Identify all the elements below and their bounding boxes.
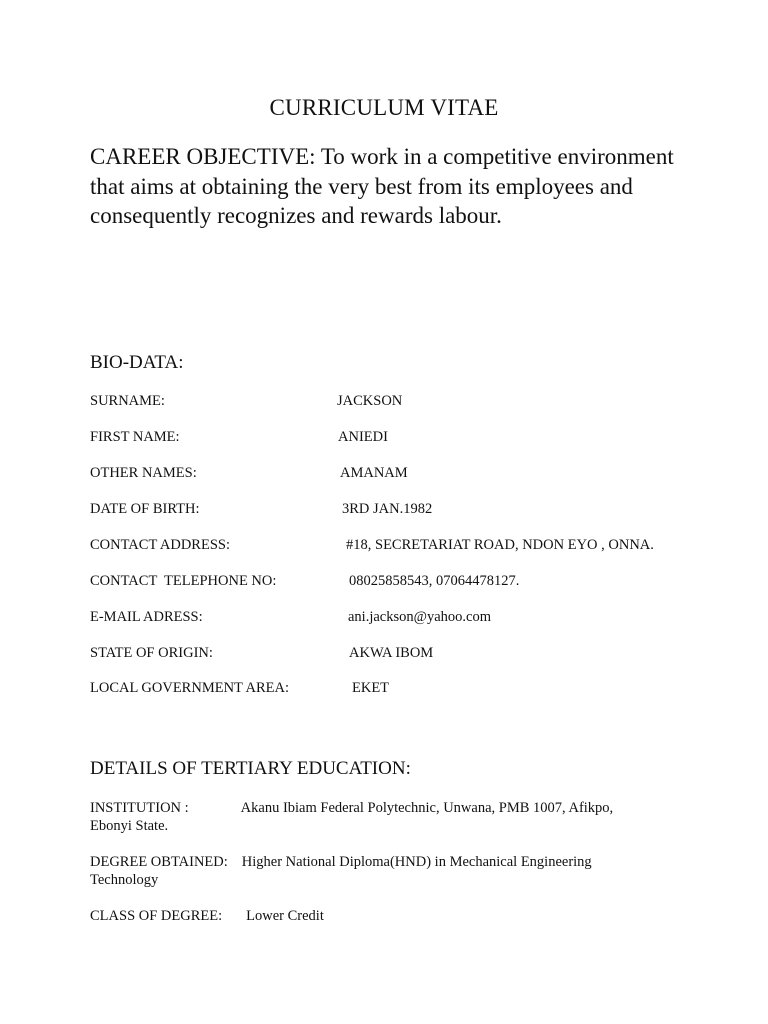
- bio-field-contact-address: [90, 536, 710, 554]
- education-value: Lower Credit: [246, 908, 324, 924]
- education-class: [90, 907, 650, 925]
- education-value: Akanu Ibiam Federal Polytechnic, Unwana, PMB 1007, Afikpo, Ebonyi State.: [90, 800, 614, 834]
- field-value: ANIEDI: [338, 429, 388, 445]
- field-label: LOCAL GOVERNMENT AREA:: [90, 680, 289, 696]
- education-institution: [90, 799, 650, 835]
- bio-data-heading: BIO-DATA:: [90, 352, 184, 373]
- field-label: SURNAME:: [90, 393, 165, 409]
- field-label: E-MAIL ADRESS:: [90, 609, 203, 625]
- bio-field-other-names: [90, 464, 710, 482]
- field-value: 08025858543, 07064478127.: [349, 573, 520, 589]
- field-value: ani.jackson@yahoo.com: [348, 609, 492, 625]
- document-title: CURRICULUM VITAE: [269, 95, 499, 120]
- bio-field-first-name: [90, 428, 710, 446]
- field-value: AKWA IBOM: [349, 645, 434, 661]
- education-value: Higher National Diploma(HND) in Mechanical Engineering Technology: [90, 854, 592, 888]
- field-label: OTHER NAMES:: [90, 465, 197, 481]
- bio-field-lga: [90, 679, 710, 697]
- bio-field-email: [90, 608, 710, 626]
- bio-field-state-of-origin: [90, 644, 710, 662]
- bio-field-date-of-birth: [90, 500, 710, 518]
- bio-field-surname: [90, 392, 710, 410]
- field-value: 3RD JAN.1982: [342, 501, 433, 517]
- field-label: DATE OF BIRTH:: [90, 501, 200, 517]
- education-degree: [90, 853, 650, 889]
- field-label: STATE OF ORIGIN:: [90, 645, 213, 661]
- education-label: CLASS OF DEGREE:: [90, 908, 223, 924]
- career-objective: CAREER OBJECTIVE: To work in a competitive environment that aims at obtaining the very best from its employees and consequently recognizes and rewards labour.: [90, 144, 674, 228]
- education-label: INSTITUTION :: [90, 800, 189, 816]
- bio-field-telephone: [90, 572, 710, 590]
- education-heading: DETAILS OF TERTIARY EDUCATION:: [90, 758, 411, 779]
- field-value: #18, SECRETARIAT ROAD, NDON EYO , ONNA.: [346, 537, 654, 553]
- field-label: CONTACT ADDRESS:: [90, 537, 230, 553]
- education-label: DEGREE OBTAINED:: [90, 854, 228, 870]
- field-value: EKET: [352, 680, 390, 696]
- field-value: JACKSON: [337, 393, 403, 409]
- field-label: FIRST NAME:: [90, 429, 180, 445]
- field-value: AMANAM: [340, 465, 408, 481]
- field-label: CONTACT TELEPHONE NO:: [90, 573, 277, 589]
